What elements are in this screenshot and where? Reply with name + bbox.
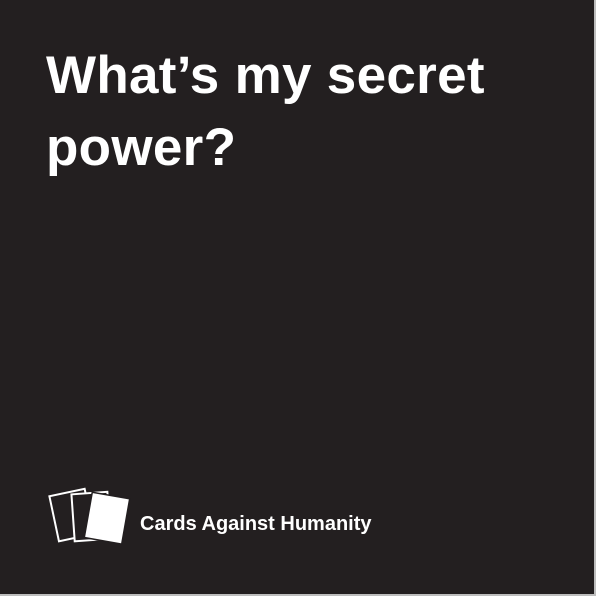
brand-name: Cards Against Humanity: [140, 513, 372, 535]
card-footer: [48, 484, 468, 546]
card-prompt: What’s my secret power?: [46, 46, 485, 177]
stacked-cards-icon: [48, 484, 134, 546]
